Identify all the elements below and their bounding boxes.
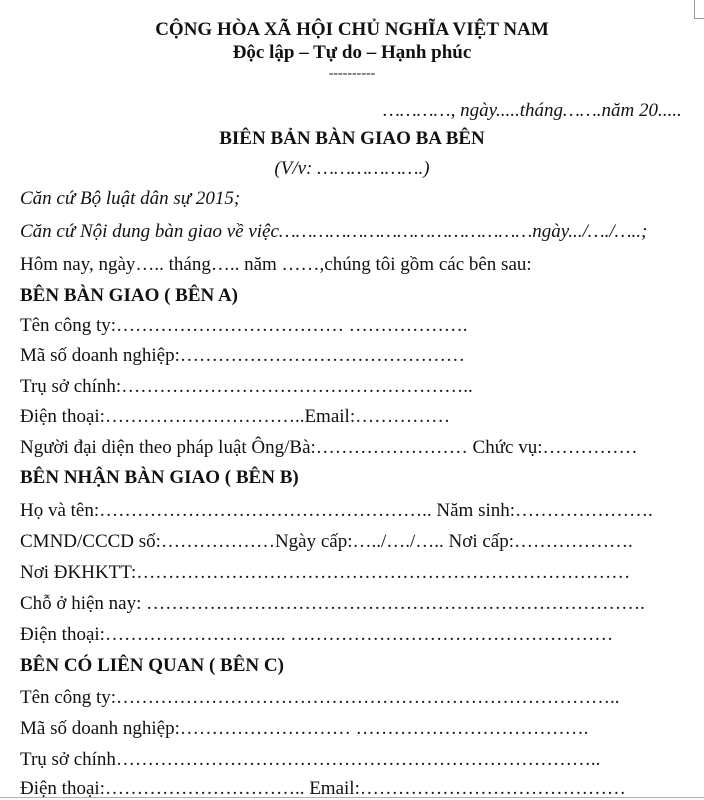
party-b-registered-address: Nơi ĐKHKTT:…………………………………………………………………… <box>20 562 631 583</box>
party-a-business-code: Mã số doanh nghiệp:……………………………………… <box>20 345 465 366</box>
national-title: CỘNG HÒA XÃ HỘI CHỦ NGHĨA VIỆT NAM <box>155 19 549 40</box>
party-c-heading: BÊN CÓ LIÊN QUAN ( BÊN C) <box>20 655 284 676</box>
place-date-line: …………, ngày.....tháng…….năm 20..... <box>383 100 682 121</box>
party-c-phone-email: Điện thoại:………………………….. Email:…………………………………… <box>20 778 626 799</box>
party-b-id-card: CMND/CCCD số:………………Ngày cấp:…../…./….. Nơi cấp:………………. <box>20 531 633 552</box>
party-a-phone-email: Điện thoại:…………………………..Email:…………… <box>20 406 451 427</box>
page-bottom-edge <box>0 797 704 798</box>
header-separator: ---------- <box>328 66 376 81</box>
document-title: BIÊN BẢN BÀN GIAO BA BÊN <box>219 128 485 149</box>
intro-line: Hôm nay, ngày….. tháng….. năm ……,chúng tôi gồm các bên sau: <box>20 254 532 275</box>
party-a-company-name: Tên công ty:……………………………… ………………. <box>20 315 468 336</box>
page-corner-mark <box>694 0 704 19</box>
legal-basis-2: Căn cứ Nội dung bàn giao về việc………………………………………ngày.../…./…..; <box>20 221 648 242</box>
motto: Độc lập – Tự do – Hạnh phúc <box>232 42 472 63</box>
party-c-business-code: Mã số doanh nghiệp:……………………… ………………………………. <box>20 718 589 739</box>
party-b-phone: Điện thoại:……………………….. …………………………………………… <box>20 624 614 645</box>
party-b-full-name: Họ và tên:…………………………………………….. Năm sinh:…………………. <box>20 500 653 521</box>
party-b-current-address: Chỗ ở hiện nay: ……………………………………………………………………. <box>20 593 645 614</box>
legal-basis-1: Căn cứ Bộ luật dân sự 2015; <box>20 188 241 209</box>
party-c-head-office: Trụ sở chính………………………………………………………………….. <box>20 749 601 770</box>
document-subject: (V/v: ……………….) <box>274 158 430 179</box>
party-b-heading: BÊN NHẬN BÀN GIAO ( BÊN B) <box>20 467 299 488</box>
party-a-representative: Người đại diện theo pháp luật Ông/Bà:…………………… Chức vụ:…………… <box>20 437 638 458</box>
party-a-heading: BÊN BÀN GIAO ( BÊN A) <box>20 285 238 306</box>
party-a-head-office: Trụ sở chính:……………………………………………….. <box>20 376 473 397</box>
party-c-company-name: Tên công ty:…………………………………………………………………….. <box>20 687 620 708</box>
